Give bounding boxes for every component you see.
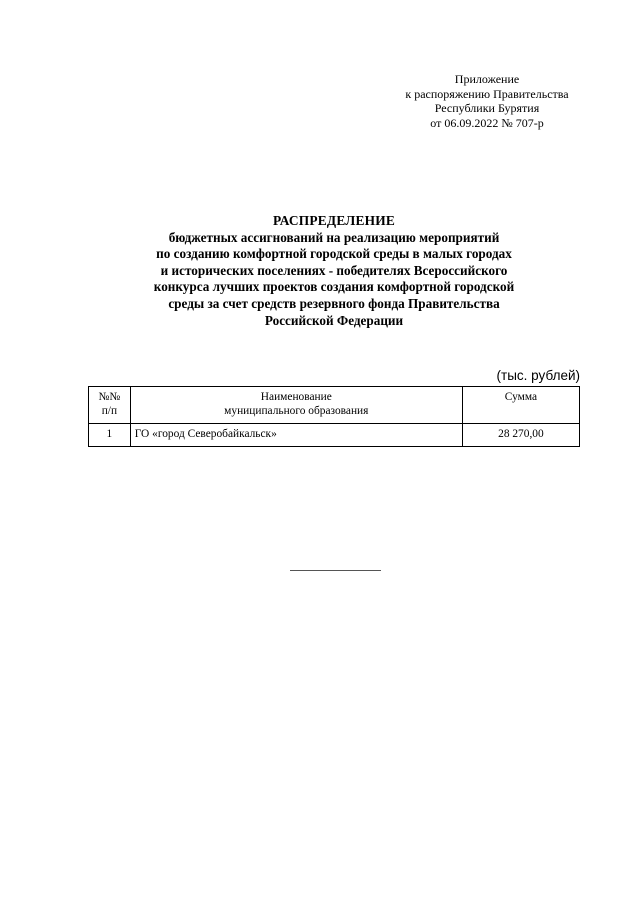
appendix-header [380,72,594,130]
title-line: Российской Федерации [264,312,404,328]
header-name [130,387,462,424]
title-line: конкурса лучших проектов создания комфортной городской [153,279,515,295]
row-sum: 28 270,00 [462,424,579,447]
title-line: среды за счет средств резервного фонда Правительства [168,295,500,311]
appendix-line-3: Республики Бурятия [434,101,540,116]
end-divider [290,570,381,571]
header-number [89,387,131,424]
appendix-line-2: к распоряжению Правительства [405,86,569,101]
row-number: 1 [89,424,131,447]
header-sum: Сумма [462,387,579,424]
title-line: бюджетных ассигнований на реализацию мероприятий [168,229,500,245]
appendix-line-1: Приложение [454,72,520,86]
title-line: и исторических поселениях - победителях Всероссийского [160,262,508,278]
document-title [80,213,588,329]
header-number-line-2: п/п [101,405,118,417]
table-row [89,424,580,447]
row-municipality-name: ГО «город Северобайкальск» [130,424,462,447]
allocation-table [88,386,580,447]
title-heading: РАСПРЕДЕЛЕНИЕ [273,213,395,228]
header-name-line-1: Наименование [260,391,332,403]
units-label: (тыс. рублей) [496,368,580,383]
table-header-row [89,387,580,424]
title-line: по созданию комфортной городской среды в малых городах [156,246,512,262]
header-name-line-2: муниципального образования [224,405,369,417]
appendix-date-number: от 06.09.2022 № 707-р [430,115,544,130]
header-number-line-1: №№ [98,391,121,403]
